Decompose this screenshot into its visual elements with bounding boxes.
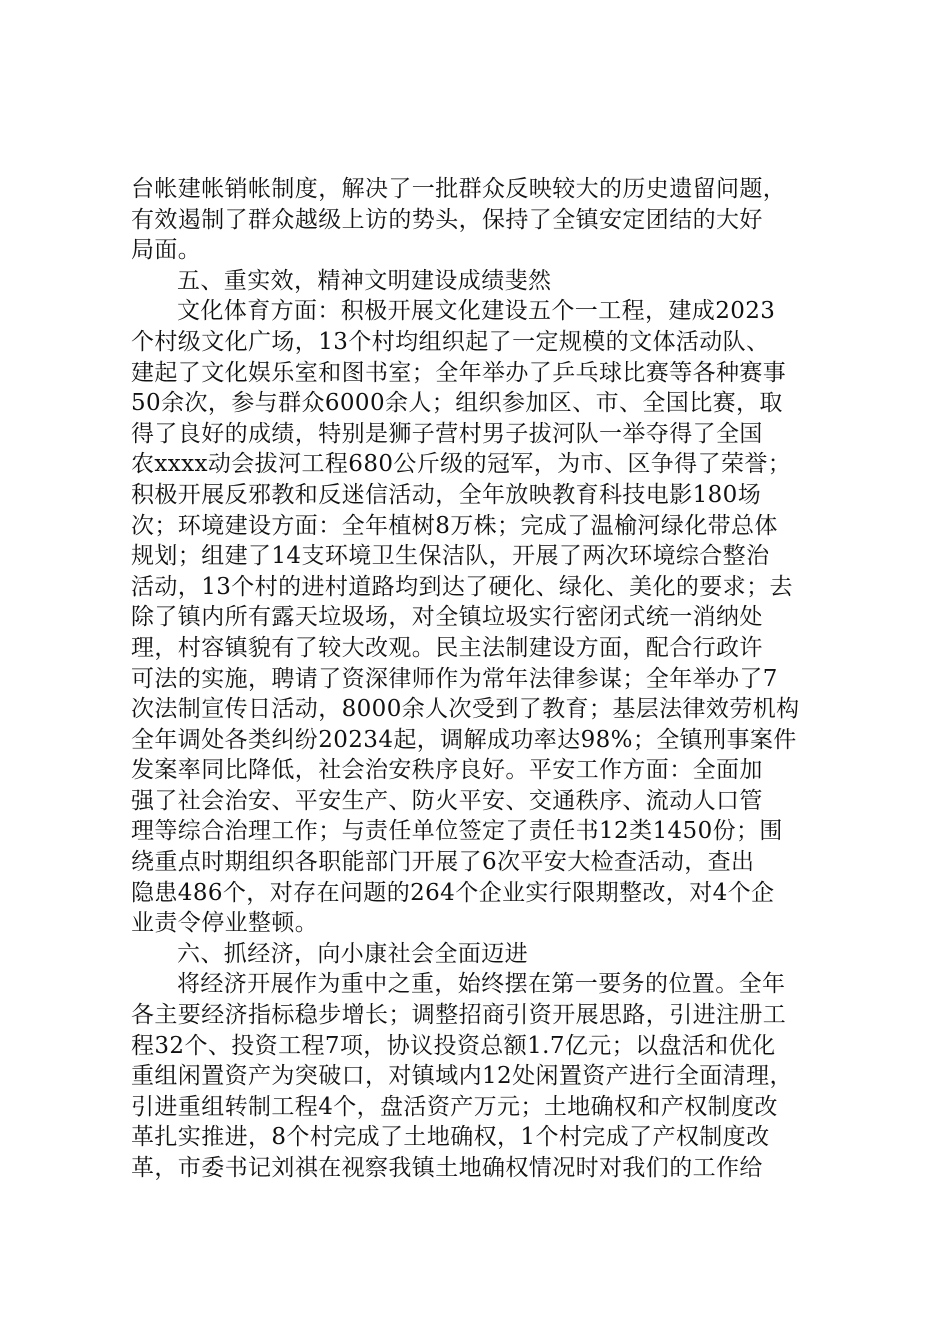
text-line: 强了社会治安、平安生产、防火平安、交通秩序、流动人口管	[131, 787, 763, 814]
text-line: 农xxxx动会拔河工程680公斤级的冠军，为市、区争得了荣誉；	[131, 451, 792, 478]
text-line: 革，市委书记刘祺在视察我镇土地确权情况时对我们的工作给	[131, 1155, 763, 1181]
section-heading-5: 五、重实效，精神文明建设成绩斐然	[177, 267, 552, 294]
text-line: 除了镇内所有露天垃圾场，对全镇垃圾实行密闭式统一消纳处	[131, 604, 763, 631]
text-line: 个村级文化广场，13个村均组织起了一定规模的文体活动队、	[131, 328, 770, 355]
paragraph-start: 将经济开展作为重中之重，始终摆在第一要务的位置。全年	[177, 971, 786, 998]
text-line: 活动，13个村的进村道路均到达了硬化、绿化、美化的要求；去	[131, 573, 793, 600]
text-line: 建起了文化娱乐室和图书室；全年举办了乒乓球比赛等各种赛事	[131, 359, 787, 386]
text-line: 台帐建帐销帐制度，解决了一批群众反映较大的历史遗留问题，	[131, 176, 787, 202]
text-line: 次法制宣传日活动，8000余人次受到了教育；基层法律效劳机构	[131, 696, 800, 723]
text-line: 规划；组建了14支环境卫生保洁队，开展了两次环境综合整治	[131, 543, 770, 570]
text-line: 局面。	[131, 237, 202, 264]
text-line: 理，村容镇貌有了较大改观。民主法制建设方面，配合行政许	[131, 634, 763, 661]
text-line: 业责令停业整顿。	[131, 910, 319, 937]
text-line: 积极开展反邪教和反迷信活动，全年放映教育科技电影180场	[131, 481, 762, 508]
text-line: 革扎实推进，8个村完成了土地确权，1个村完成了产权制度改	[131, 1124, 770, 1151]
text-line: 各主要经济指标稳步增长；调整招商引资开展思路，引进注册工	[131, 1002, 787, 1029]
text-line: 理等综合治理工作；与责任单位签定了责任书12类1450份；围	[131, 818, 783, 845]
text-line: 重组闲置资产为突破口，对镇域内12处闲置资产进行全面清理，	[131, 1063, 793, 1090]
text-line: 引进重组转制工程4个，盘活资产万元；土地确权和产权制度改	[131, 1093, 778, 1120]
text-line: 50余次，参与群众6000余人；组织参加区、市、全国比赛，取	[131, 390, 783, 417]
text-line: 有效遏制了群众越级上访的势头，保持了全镇安定团结的大好	[131, 206, 763, 233]
text-line: 可法的实施，聘请了资深律师作为常年法律参谋；全年举办了7	[131, 665, 778, 692]
text-line: 隐患486个，对存在问题的264个企业实行限期整改，对4个企	[131, 879, 775, 906]
section-heading-6: 六、抓经济，向小康社会全面迈进	[177, 940, 528, 967]
paragraph-start: 文化体育方面：积极开展文化建设五个一工程，建成2023	[177, 298, 776, 325]
text-line: 程32个、投资工程7项，协议投资总额1.7亿元；以盘活和优化	[131, 1032, 776, 1059]
text-line: 次；环境建设方面：全年植树8万株；完成了温榆河绿化带总体	[131, 512, 778, 539]
text-line: 得了良好的成绩，特别是狮子营村男子拔河队一举夺得了全国	[131, 420, 763, 447]
text-line: 全年调处各类纠纷20234起，调解成功率达98%；全镇刑事案件	[131, 726, 797, 753]
document-body	[131, 174, 831, 1184]
text-line: 发案率同比降低，社会治安秩序良好。平安工作方面：全面加	[131, 757, 763, 784]
text-line: 绕重点时期组织各职能部门开展了6次平安大检查活动，查出	[131, 849, 755, 876]
